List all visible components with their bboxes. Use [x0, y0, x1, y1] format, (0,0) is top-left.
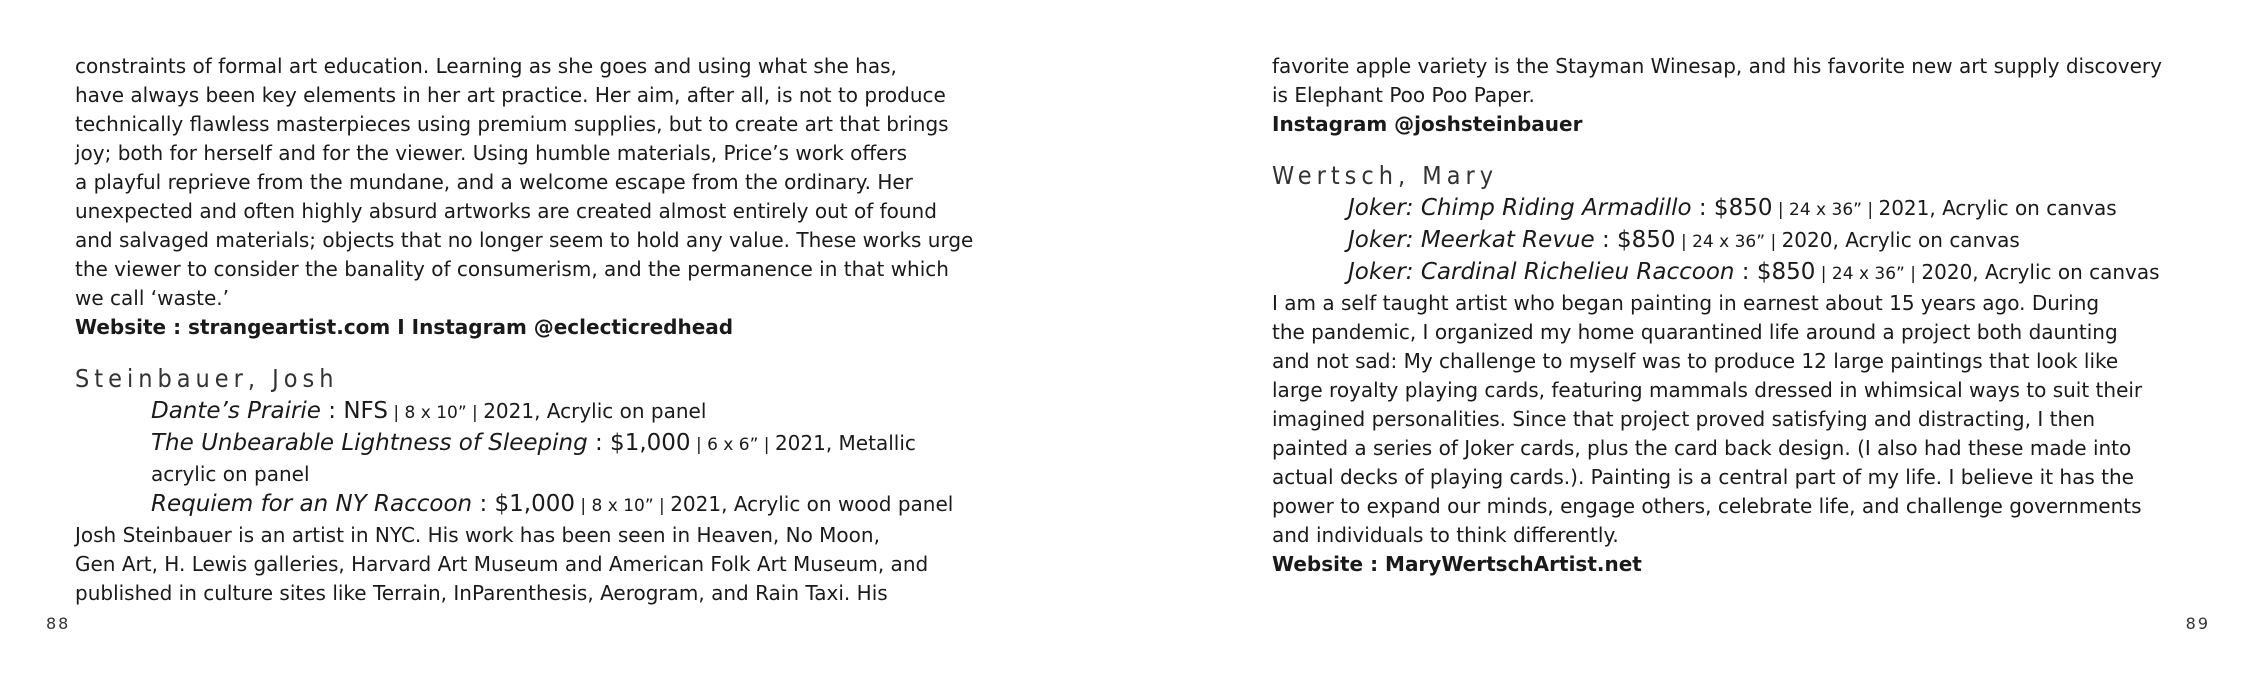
artwork-details: 2021, Acrylic on panel: [483, 399, 707, 423]
paragraph-line: joy; both for herself and for the viewer. Using humble materials, Price’s work offers: [75, 141, 908, 165]
paragraph-line: the viewer to consider the banality of consumerism, and the permanence in that which: [75, 257, 949, 281]
bio-line: power to expand our minds, engage others, celebrate life, and challenge governments: [1272, 494, 2142, 518]
contact-line: Instagram @joshsteinbauer: [1272, 112, 1583, 136]
paragraph-line: is Elephant Poo Poo Paper.: [1272, 83, 1535, 107]
paragraph-line: unexpected and often highly absurd artworks are created almost entirely out of found: [75, 199, 937, 223]
paragraph-line: and salvaged materials; objects that no longer seem to hold any value. These works urge: [75, 228, 974, 252]
artwork-details: 2020, Acrylic on canvas: [1781, 228, 2020, 252]
artwork-entry: [75, 489, 1025, 521]
paragraph-line: have always been key elements in her art practice. Her aim, after all, is not to produce: [75, 83, 946, 107]
right-text-column: [1272, 52, 2207, 579]
artwork-title: The Unbearable Lightness of Sleeping: [151, 430, 588, 456]
artwork-title: Requiem for an NY Raccoon: [151, 491, 473, 517]
artwork-details: 2021, Metallic: [774, 431, 916, 455]
paragraph-line: favorite apple variety is the Stayman Winesap, and his favorite new art supply discovery: [1272, 54, 2162, 78]
bio-line: and individuals to think differently.: [1272, 523, 1619, 547]
artwork-dimensions: | 24 x 36” |: [1815, 264, 1922, 284]
artwork-price: : $1,000: [472, 491, 575, 517]
contact-line: Website : MaryWertschArtist.net: [1272, 552, 1642, 576]
artwork-entry: [1272, 193, 2207, 225]
paragraph-line: we call ‘waste.’: [75, 286, 229, 310]
bio-line: imagined personalities. Since that project proved satisfying and distracting, I then: [1272, 407, 2096, 431]
paragraph-line: technically flawless masterpieces using premium supplies, but to create art that brings: [75, 112, 949, 136]
bio-line: and not sad: My challenge to myself was to produce 12 large paintings that look like: [1272, 349, 2119, 373]
artwork-entry: [75, 428, 1025, 460]
bio-line: I am a self taught artist who began painting in earnest about 15 years ago. During: [1272, 291, 2100, 315]
contact-line: Website : strangeartist.com I Instagram @eclecticredhead: [75, 315, 734, 339]
paragraph-line: a playful reprieve from the mundane, and a welcome escape from the ordinary. Her: [75, 170, 913, 194]
bio-line: large royalty playing cards, featuring mammals dressed in whimsical ways to suit their: [1272, 378, 2143, 402]
bio-line: Gen Art, H. Lewis galleries, Harvard Art Museum and American Folk Art Museum, and: [75, 552, 929, 576]
artwork-entry: [1272, 225, 2207, 257]
artwork-price: : $850: [1691, 195, 1773, 221]
artist-name: Wertsch, Mary: [1272, 161, 1499, 190]
artwork-title: Joker: Chimp Riding Armadillo: [1348, 195, 1692, 221]
artwork-title: Dante’s Prairie: [151, 398, 321, 424]
artist-name: Steinbauer, Josh: [75, 364, 339, 393]
artwork-dimensions: | 24 x 36” |: [1772, 200, 1879, 220]
artwork-title: Joker: Meerkat Revue: [1348, 227, 1595, 253]
artwork-entry: [1272, 257, 2207, 289]
page-number: 88: [46, 614, 71, 633]
right-page: [1125, 0, 2250, 675]
artwork-details: 2021, Acrylic on wood panel: [670, 492, 954, 516]
bio-line: Josh Steinbauer is an artist in NYC. His work has been seen in Heaven, No Moon,: [75, 523, 880, 547]
artwork-price: : NFS: [320, 398, 388, 424]
artwork-price: : $850: [1594, 227, 1676, 253]
artwork-details: 2021, Acrylic on canvas: [1878, 196, 2117, 220]
artwork-entry: [75, 396, 1025, 428]
page-number: 89: [2185, 614, 2210, 633]
artwork-dimensions: | 8 x 10” |: [387, 403, 484, 423]
artwork-price: : $1,000: [587, 430, 691, 456]
bio-line: published in culture sites like Terrain, InParenthesis, Aerogram, and Rain Taxi. His: [75, 581, 888, 605]
artwork-title: Joker: Cardinal Richelieu Raccoon: [1348, 259, 1735, 285]
bio-line: the pandemic, I organized my home quarantined life around a project both daunting: [1272, 320, 2118, 344]
artwork-details-continued: acrylic on panel: [151, 462, 310, 486]
artwork-dimensions: | 8 x 10” |: [575, 496, 671, 516]
bio-line: actual decks of playing cards.). Painting is a central part of my life. I believe it has the: [1272, 465, 2134, 489]
left-text-column: [75, 52, 1025, 608]
paragraph-line: constraints of formal art education. Learning as she goes and using what she has,: [75, 54, 897, 78]
artwork-dimensions: | 6 x 6” |: [690, 435, 775, 455]
artwork-price: : $850: [1734, 259, 1816, 285]
artwork-dimensions: | 24 x 36” |: [1675, 232, 1782, 252]
bio-line: painted a series of Joker cards, plus the card back design. (I also had these made into: [1272, 436, 2132, 460]
artwork-details: 2020, Acrylic on canvas: [1921, 260, 2160, 284]
